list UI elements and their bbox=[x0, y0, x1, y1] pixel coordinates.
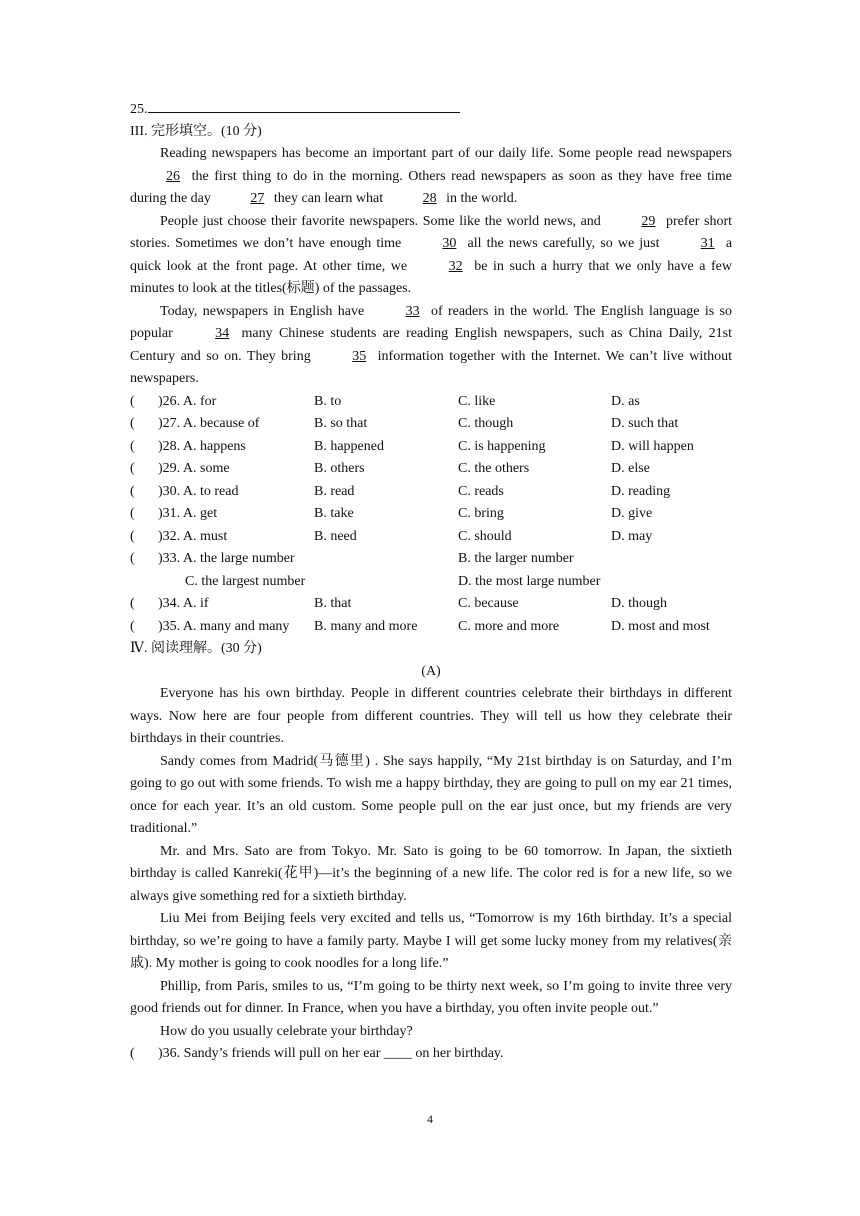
option-d: D. such that bbox=[611, 416, 679, 431]
option-row bbox=[130, 616, 732, 639]
option-row bbox=[130, 391, 732, 414]
reading-paragraph: Everyone has his own birthday. People in different countries celebrate their birthdays in different ways. Now here are four people from different countries. They will tell us how they celebrate their birthdays in their countries. bbox=[130, 686, 732, 746]
option-row-33 bbox=[130, 548, 732, 571]
option-row bbox=[130, 593, 732, 616]
option-c: C. because bbox=[458, 596, 519, 611]
blank-30[interactable]: 30 bbox=[442, 236, 457, 251]
option-c: C. bring bbox=[458, 506, 504, 521]
blank-33[interactable]: 33 bbox=[405, 303, 420, 319]
cloze-paragraph-2: People just choose their favorite newspapers. Some like the world news, and 29 prefer short stories. Sometimes we don’t have enough time 30 all the news carefully, so we just 31 a quick look at the front page. At other time, we 32 be in such a hurry that we only have a few minutes to look at the titles(标题) of the passages. bbox=[130, 211, 732, 301]
option-c: C. the largest number bbox=[185, 573, 306, 589]
option-d: D. most and most bbox=[611, 618, 710, 634]
option-a: )34. A. if bbox=[158, 596, 209, 611]
options-list bbox=[130, 391, 732, 639]
option-b: B. need bbox=[314, 528, 357, 544]
option-c: C. is happening bbox=[458, 438, 546, 454]
page-number: 4 bbox=[427, 1112, 433, 1126]
reading-paragraph: Mr. and Mrs. Sato are from Tokyo. Mr. Sato is going to be 60 tomorrow. In Japan, the sixtieth birthday is called Kanreki(花甲)—it’s the beginning of a new life. The color red is for a new life, so we always give something red for a sixtieth birthday. bbox=[130, 843, 732, 904]
option-d: D. may bbox=[611, 528, 653, 544]
option-row bbox=[130, 503, 732, 526]
option-b: B. take bbox=[314, 506, 354, 521]
option-d: D. the most large number bbox=[458, 573, 601, 589]
option-c: C. should bbox=[458, 528, 512, 544]
blank-27[interactable]: 27 bbox=[250, 191, 265, 206]
option-a: )31. A. get bbox=[158, 506, 218, 521]
q25-answer-line[interactable] bbox=[148, 98, 460, 113]
answer-paren[interactable]: ( bbox=[130, 596, 135, 611]
option-row bbox=[130, 436, 732, 459]
option-a: )26. A. for bbox=[158, 393, 217, 409]
answer-paren[interactable]: ( bbox=[130, 551, 135, 566]
option-b: B. happened bbox=[314, 438, 384, 454]
blank-35[interactable]: 35 bbox=[352, 348, 367, 364]
option-a: )27. A. because of bbox=[158, 416, 260, 431]
answer-paren[interactable]: ( bbox=[130, 506, 135, 521]
option-c: C. though bbox=[458, 416, 514, 431]
option-row bbox=[130, 481, 732, 504]
option-c: C. the others bbox=[458, 461, 530, 476]
blank-29[interactable]: 29 bbox=[641, 213, 656, 229]
reading-paragraph: Liu Mei from Beijing feels very excited and tells us, “Tomorrow is my 16th birthday. It’s a special birthday, so we’re going to have a family party. Maybe I will get some lucky money from my relatives(亲戚). My mother is going to cook noodles for a long life.” bbox=[130, 911, 732, 971]
option-c: C. reads bbox=[458, 483, 504, 499]
blank-31[interactable]: 31 bbox=[700, 236, 715, 251]
answer-paren[interactable]: ( bbox=[130, 528, 135, 544]
cloze-paragraph-1: Reading newspapers has become an important part of our daily life. Some people read newspapers 26 the first thing to do in the morning. Others read newspapers as soon as they have free time during the day 27 they can learn what 28 in the world. bbox=[130, 143, 732, 211]
option-row-33-cont bbox=[130, 571, 732, 594]
option-b: B. read bbox=[314, 483, 355, 499]
blank-32[interactable]: 32 bbox=[448, 258, 463, 274]
option-a: )30. A. to read bbox=[158, 483, 239, 499]
option-b: B. the larger number bbox=[458, 551, 574, 566]
section4-title: Ⅳ. 阅读理解。(30 分) bbox=[130, 641, 262, 656]
option-a: )32. A. must bbox=[158, 528, 228, 544]
passage-a-label: (A) bbox=[421, 663, 441, 679]
q25-line bbox=[130, 98, 732, 121]
reading-question-prompt: How do you usually celebrate your birthday? bbox=[160, 1023, 413, 1039]
option-d: D. reading bbox=[611, 483, 671, 499]
blank-34[interactable]: 34 bbox=[215, 326, 230, 341]
answer-paren[interactable]: ( bbox=[130, 461, 135, 476]
answer-paren[interactable]: ( bbox=[130, 483, 135, 499]
option-d: D. as bbox=[611, 393, 640, 409]
option-row bbox=[130, 526, 732, 549]
answer-paren[interactable]: ( bbox=[130, 438, 135, 454]
option-b: B. many and more bbox=[314, 618, 418, 634]
option-b: B. to bbox=[314, 393, 342, 409]
option-d: D. give bbox=[611, 506, 653, 521]
answer-paren[interactable]: ( bbox=[130, 416, 135, 431]
option-d: D. else bbox=[611, 461, 650, 476]
option-d: D. though bbox=[611, 596, 667, 611]
cloze-paragraph-3: Today, newspapers in English have 33 of readers in the world. The English language is so popular 34 many Chinese students are reading English newspapers, such as China Daily, 21st Century and so on. They bring 35 information together with the Internet. We can’t live without newspapers. bbox=[130, 301, 732, 391]
question-text: )36. Sandy’s friends will pull on her ear ____ on her birthday. bbox=[158, 1046, 504, 1061]
option-c: C. more and more bbox=[458, 618, 560, 634]
section3-title: III. 完形填空。(10 分) bbox=[130, 123, 262, 139]
option-a: )28. A. happens bbox=[158, 438, 246, 454]
q25-label: 25. bbox=[130, 102, 148, 117]
option-c: C. like bbox=[458, 393, 496, 409]
answer-paren[interactable]: ( bbox=[130, 393, 135, 409]
exam-page bbox=[130, 98, 732, 1066]
option-a: )33. A. the large number bbox=[158, 551, 295, 566]
blank-28[interactable]: 28 bbox=[422, 191, 437, 206]
option-row bbox=[130, 413, 732, 436]
option-b: B. so that bbox=[314, 416, 368, 431]
option-row bbox=[130, 458, 732, 481]
reading-paragraph: Sandy comes from Madrid(马德里) . She says happily, “My 21st birthday is on Saturday, and I’m going to go out with some friends. To wish me a happy birthday, they are going to pull on my ear 21 times, once for each year. It’s an old custom. Some people pull on the ear just once, but my friends are very traditional.” bbox=[130, 753, 732, 836]
option-b: B. that bbox=[314, 596, 352, 611]
question-36 bbox=[130, 1043, 732, 1066]
option-b: B. others bbox=[314, 461, 365, 476]
answer-paren[interactable]: ( bbox=[130, 1046, 135, 1061]
option-a: )35. A. many and many bbox=[158, 618, 290, 634]
option-a: )29. A. some bbox=[158, 461, 230, 476]
answer-paren[interactable]: ( bbox=[130, 618, 135, 634]
option-d: D. will happen bbox=[611, 438, 694, 454]
reading-paragraph: Phillip, from Paris, smiles to us, “I’m going to be thirty next week, so I’m going to invite three very good friends out for dinner. In France, when you have a birthday, you often invite people out.” bbox=[130, 978, 732, 1016]
blank-26[interactable]: 26 bbox=[166, 168, 180, 184]
